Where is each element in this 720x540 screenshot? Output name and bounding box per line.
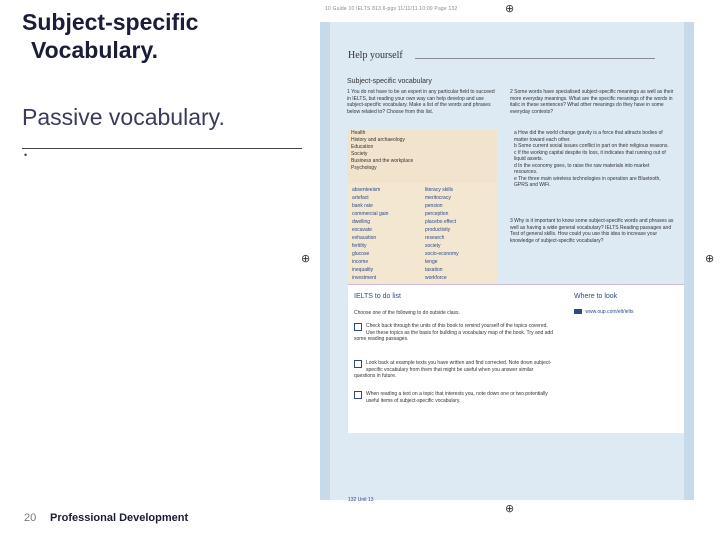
ielts-item-1[interactable] — [354, 323, 554, 343]
vocab-word: bank rate — [352, 203, 373, 209]
subject-item: Psychology — [351, 165, 377, 171]
vocab-word: socio-economy — [425, 251, 459, 257]
subject-item: Health — [351, 130, 366, 136]
inner-page — [330, 22, 684, 503]
where-link-text: www.oup.com/elt/ielts — [585, 309, 634, 315]
option-item: e The three main wireless technologies in operation are Bluetooth, GPRS and WiFi. — [514, 175, 661, 188]
slide-title — [22, 8, 198, 64]
question-2-options — [514, 130, 674, 189]
divider — [22, 148, 302, 149]
subject-item: Society — [351, 151, 368, 157]
question-2: 2 Some words have specialised subject-specific meanings as well as their more everyday meanings. What are the specific meanings of the words in italic in these sentences? What other meanings do they have in some everyday contexts? — [510, 89, 674, 115]
subject-heading: Subject-specific vocabulary — [347, 78, 432, 85]
vocab-word: placebo effect — [425, 219, 457, 225]
ielts-choose: Choose one of the following to do outside class. — [354, 310, 460, 316]
ielts-item-text: Check back through the units of this book to remind yourself of the topics covered. Use these topics as the basis for building a vocabulary map of the book. Try and add some reading passages. — [354, 323, 554, 342]
slide-subtitle: Passive vocabulary. — [22, 104, 225, 130]
vocab-word: research — [425, 235, 445, 241]
vocab-column-2 — [425, 186, 459, 282]
page-header-line: 10 Guide 10 IELTS 813.6-pgs 11/11/11 10:09 Page 132 — [325, 6, 458, 12]
ielts-item-text: Look back at example texts you have written and find corrected. Note down subject-specific vocabulary from them that might be useful when you answer similar questions in future. — [354, 360, 552, 379]
vocab-word: commercial gain — [352, 211, 389, 217]
footer-text: Professional Development — [50, 512, 189, 524]
title-line-2: Vocabulary. — [31, 37, 158, 63]
ielts-item-2[interactable] — [354, 360, 554, 380]
subject-item: Business and the workplace — [351, 158, 414, 164]
checkbox-icon[interactable] — [354, 391, 362, 399]
ielts-item-3[interactable] — [354, 391, 554, 404]
vocab-word: inequality — [352, 267, 374, 273]
vocab-word: perception — [425, 211, 449, 217]
option-item: a How did the world change gravity is a force that attracts bodies of matter toward each other. — [514, 130, 663, 143]
crop-mark-right: ⊕ — [705, 252, 715, 265]
where-to-look-title: Where to look — [574, 293, 618, 300]
ielts-to-do-panel — [348, 284, 684, 433]
vocab-word: exhaustion — [352, 235, 377, 241]
vocab-word: dwelling — [352, 219, 371, 225]
vocab-word: taxation — [425, 267, 443, 273]
checkbox-icon[interactable] — [354, 360, 362, 368]
ielts-item-text: When reading a text on a topic that interests you, note down one or two potentially useful items of subject-specific vocabulary. — [366, 391, 548, 404]
question-3: 3 Why is it important to know some subject-specific words and phrases as well as having a wide general vocabulary? IELTS Reading passages and Test of general skills. How could you use this idea to increase your knowledge of subject-specific vocabulary? — [510, 218, 674, 244]
vocab-word: productivity — [425, 227, 451, 233]
crop-mark-top: ⊕ — [505, 2, 515, 15]
subject-item: Education — [351, 144, 374, 150]
vocab-word: literacy skills — [425, 187, 454, 193]
crop-mark-left: ⊕ — [301, 252, 311, 265]
help-rule — [415, 58, 655, 59]
where-to-look-link[interactable] — [574, 309, 633, 315]
checkbox-icon[interactable] — [354, 323, 362, 331]
vocab-word: meritocracy — [425, 195, 451, 201]
option-item: b Some current social issues conflict in part on their religious reasons. — [514, 143, 669, 149]
option-item: d In the economy goes, to raise the raw materials into market resources. — [514, 162, 650, 175]
www-icon — [574, 309, 582, 314]
vocab-word: pension — [425, 203, 443, 209]
subject-list — [347, 130, 497, 186]
scanned-page — [301, 0, 720, 540]
ielts-title: IELTS to do list — [354, 293, 401, 300]
vocab-word: investment — [352, 275, 377, 281]
option-item: c If the working capital despite its loss, it indicates that running out of liquid assets. — [514, 149, 666, 162]
title-line-1: Subject-specific — [22, 9, 199, 35]
vocab-word: income — [352, 259, 369, 265]
page-footer: 132 Unit 13 — [348, 497, 374, 503]
bullet-point: • — [24, 150, 28, 160]
vocab-word: fertility — [352, 243, 367, 249]
blue-page-area — [320, 22, 694, 503]
vocab-word: glucose — [352, 251, 370, 257]
vocab-column-1 — [352, 186, 388, 282]
question-1: 1 You do not have to be an expert in any particular field to succeed in IELTS, but reading your own way can help develop and use subject-specific vocabulary. Make a list of the words and phrases below related to? Choose from this list. — [347, 89, 495, 115]
vocab-word: society — [425, 243, 441, 249]
help-yourself-title: Help yourself — [348, 50, 403, 61]
vocab-word: excavate — [352, 227, 373, 233]
vocab-word: workforce — [425, 275, 447, 281]
subject-item: History and archaeology — [351, 137, 405, 143]
vocab-word: tenge — [425, 259, 438, 265]
vocab-word: artefact — [352, 195, 369, 201]
crop-mark-bottom: ⊕ — [505, 502, 515, 515]
footer-page-number: 20 — [24, 512, 37, 524]
vocab-word: absenteeism — [352, 187, 381, 193]
